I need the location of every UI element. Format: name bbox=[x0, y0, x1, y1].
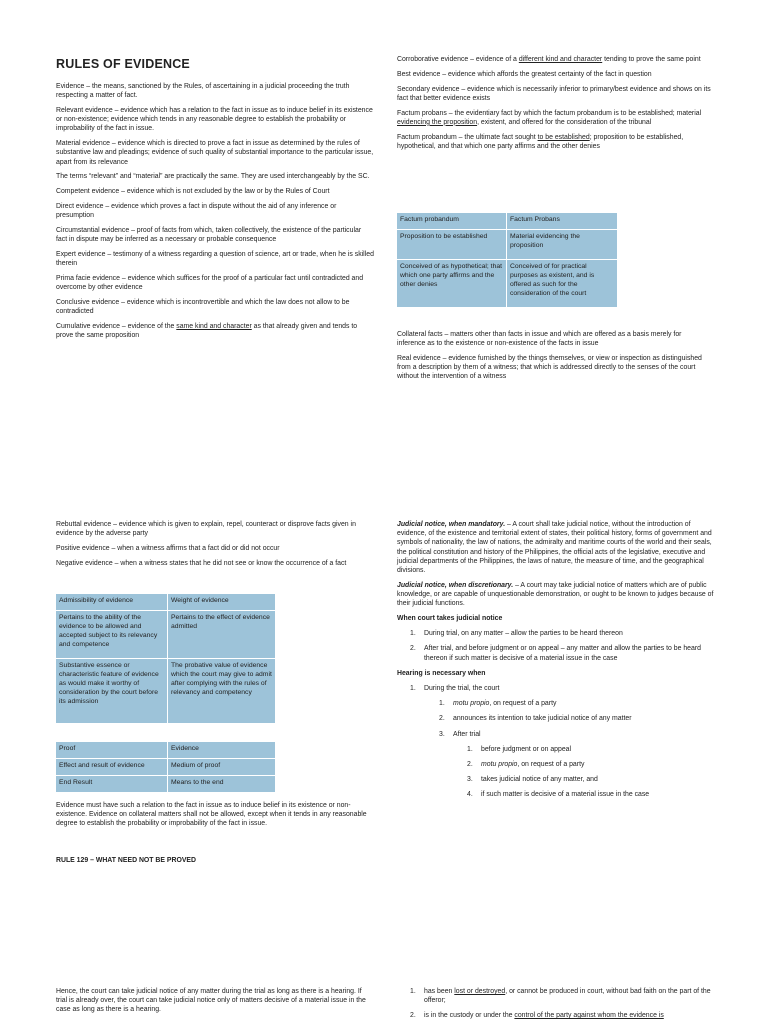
table-cell: Conceived of for practical purposes as existent, and is offered as such for the consideration of the court bbox=[507, 260, 618, 308]
list-item: 1. motu propio, on request of a party bbox=[439, 700, 557, 708]
paragraph-negative: Negative evidence – when a witness states that he did not see or know the occurrence of a fact bbox=[56, 559, 347, 567]
table-cell: Pertains to the effect of evidence admitted bbox=[168, 611, 276, 659]
top-left-column bbox=[56, 82, 374, 346]
table-cell: End Result bbox=[56, 776, 168, 793]
list-item: 1. During trial, on any matter – allow the parties to be heard thereon bbox=[410, 630, 623, 638]
paragraph-evidence-relation: Evidence must have such a relation to the fact in issue as to induce belief in its existence or non-existence. Evidence on collateral matters shall not be allowed, except when it tends in any reasonable degree to establish the probability or improbability of the fact in issue. bbox=[56, 802, 367, 828]
list-item: 1. has been lost or destroyed, or cannot be produced in court, without bad faith on the part of the offeror; bbox=[410, 988, 711, 1005]
table-cell: The probative value of evidence which the court may give to admit after complying with the rules of relevancy and competency bbox=[168, 659, 276, 724]
paragraph-collateral: Collateral facts – matters other than facts in issue and which are offered as a basis merely for inference as to the existence or non-existence of the facts in issue bbox=[397, 331, 682, 348]
paragraph-rebuttal: Rebuttal evidence – evidence which is given to explain, repel, counteract or disprove facts given in evidence by the adverse party bbox=[56, 521, 356, 538]
list-item: 4. if such matter is decisive of a material issue in the case bbox=[467, 791, 650, 799]
page-title: RULES OF EVIDENCE bbox=[56, 57, 190, 71]
paragraph-circumstantial: Circumstantial evidence – proof of facts from which, taken collectively, the existence of the particular fact in dispute may be inferred as a necessary or probable consequence bbox=[56, 227, 362, 244]
hearing-heading: Hearing is necessary when bbox=[397, 669, 486, 677]
paragraph-terms: The terms “relevant” and “material” are practically the same. They are used interchangeably by the SC. bbox=[56, 173, 370, 181]
table-row bbox=[397, 260, 618, 308]
section-heading: Judicial notice, when mandatory. bbox=[397, 521, 506, 528]
list-item: 2. motu propio, on request of a party bbox=[467, 761, 585, 769]
paragraph-positive: Positive evidence – when a witness affirms that a fact did or did not occur bbox=[56, 545, 280, 552]
table-cell: Medium of proof bbox=[168, 759, 276, 776]
table-row bbox=[56, 776, 276, 793]
underlined-text: same kind and character bbox=[176, 323, 252, 330]
table-cell: Material evidencing the proposition bbox=[507, 230, 618, 260]
section-heading: Judicial notice, when discretionary. bbox=[397, 581, 514, 589]
table-cell: Means to the end bbox=[168, 776, 276, 793]
list-item: 3. After trial bbox=[439, 730, 481, 738]
paragraph-corroborative: Corroborative evidence – evidence of a different kind and character tending to prove the same point bbox=[397, 56, 701, 63]
table-row bbox=[56, 742, 276, 759]
hearing-list bbox=[410, 684, 715, 693]
table-row bbox=[56, 611, 276, 659]
table-row bbox=[397, 213, 618, 230]
paragraph-factum-probans: Factum probans – the evidentiary fact by which the factum probandum is to be established; material evidencing the proposition, existent, and offered for the consideration of the tribunal bbox=[397, 109, 702, 126]
table-cell: Proof bbox=[56, 742, 168, 759]
list-item: 2. is in the custody or under the control of the party against whom the evidence is bbox=[410, 1012, 664, 1020]
paragraph-judicial-notice-discretionary: Judicial notice, when discretionary. – A court may take judicial notice of matters which are of public knowledge, or are capable of unquestionable demonstration, or ought to be known to judges because of their judicial functions. bbox=[397, 581, 714, 608]
table-cell: Admissibility of evidence bbox=[56, 594, 168, 611]
paragraph-conclusive: Conclusive evidence – evidence which is incontrovertible and which the law does not allow to be contradicted bbox=[56, 299, 350, 316]
paragraph-cumulative: Cumulative evidence – evidence of the same kind and character as that already given and tends to prove the same proposition bbox=[56, 323, 358, 340]
paragraph-expert: Expert evidence – testimony of a witness regarding a question of science, art or trade, when he is skilled therein bbox=[56, 251, 374, 268]
table-cell: Substantive essence or characteristic feature of evidence as would make it worthy of consideration by the court before its admission bbox=[56, 659, 168, 724]
list-item: 1. before judgment or on appeal bbox=[467, 745, 572, 753]
proof-table bbox=[55, 741, 276, 793]
top-right-column bbox=[397, 55, 711, 157]
table-row bbox=[56, 594, 276, 611]
underlined-text: to be established bbox=[537, 133, 590, 141]
paragraph-direct: Direct evidence – evidence which proves a fact in dispute without the aid of any inference or presumption bbox=[56, 203, 337, 220]
underlined-text: lost or destroyed bbox=[454, 988, 506, 995]
paragraph-material: Material evidence – evidence which is directed to prove a fact in issue as determined by the rules of substantive law and pleadings; evidence of such quality of substantial importance to the particular issue, apart from its relevance bbox=[56, 140, 374, 166]
table-cell: Factum Probans bbox=[507, 213, 618, 230]
mid-right-column bbox=[397, 520, 715, 806]
top-right-lower-column bbox=[397, 330, 711, 387]
admissibility-table bbox=[55, 593, 276, 724]
paragraph-hence: Hence, the court can take judicial notice of any matter during the trial as long as there is a hearing. If trial is already over, the court can take judicial notice only of matters decisive of a material issue in the case as long as there is a hearing. bbox=[56, 988, 366, 1014]
underlined-text: evidencing the proposition bbox=[397, 118, 478, 126]
paragraph-evidence: Evidence – the means, sanctioned by the Rules, of ascertaining in a judicial proceeding the truth respecting a matter of fact. bbox=[56, 83, 350, 100]
table-cell: Conceived of as hypothetical; that which one party affirms and the other denies bbox=[397, 260, 507, 308]
when-court-heading: When court takes judicial notice bbox=[397, 615, 503, 623]
hearing-sublist bbox=[439, 699, 715, 739]
table-cell: Pertains to the ability of the evidence to be allowed and accepted subject to its relevancy and competence bbox=[56, 611, 168, 659]
list-item: 1. During the trial, the court bbox=[410, 685, 500, 693]
paragraph-judicial-notice-mandatory: Judicial notice, when mandatory. – A court shall take judicial notice, without the introduction of evidence, of the existence and territorial extent of states, their political history, forms of government and symbols of nationality, the law of nations, the admiralty and maritime courts of the world and their seals, the political constitution and history of the Philippines, the official acts of the legislative, executive and judicial departments of the Philippines, the laws of nature, the measure of time, and the geographical divisions. bbox=[397, 521, 712, 575]
paragraph-best: Best evidence – evidence which affords the greatest certainty of the fact in question bbox=[397, 70, 652, 78]
bottom-left-column bbox=[56, 987, 372, 1020]
mid-left-lower-column bbox=[56, 801, 372, 834]
table-row bbox=[56, 659, 276, 724]
paragraph-real: Real evidence – evidence furnished by the things themselves, or view or inspection as distinguished from a description by them of a witness; that which is addressed directly to the senses of the court without the intervention of a witness bbox=[397, 355, 702, 381]
table-cell: Proposition to be established bbox=[397, 230, 507, 260]
paragraph-secondary: Secondary evidence – evidence which is necessarily inferior to primary/best evidence and shows on its fact that better evidence exists bbox=[397, 85, 711, 102]
rule-heading: RULE 129 – WHAT NEED NOT BE PROVED bbox=[56, 857, 197, 864]
table-row bbox=[56, 759, 276, 776]
list-item: 2. announces its intention to take judicial notice of any matter bbox=[439, 715, 632, 723]
mid-left-column bbox=[56, 520, 372, 574]
table-cell: Effect and result of evidence bbox=[56, 759, 168, 776]
underlined-text: different kind and character bbox=[518, 56, 603, 63]
paragraph-factum-probandum: Factum probandum – the ultimate fact sought to be established; proposition to be established, hypothetical, and that which one party affirms and the other denies bbox=[397, 133, 684, 150]
hearing-subsublist bbox=[467, 745, 715, 800]
list-item: 2. After trial, and before judgment or on appeal – any matter and allow the parties to be heard thereon if such matter is decisive of a material issue in the case bbox=[410, 645, 701, 662]
bottom-list bbox=[410, 987, 715, 1021]
paragraph-prima-facie: Prima facie evidence – evidence which suffices for the proof of a particular fact until contradicted and overcome by other evidence bbox=[56, 275, 364, 292]
underlined-text: control of the party against whom the evidence is bbox=[514, 1012, 664, 1020]
paragraph-competent: Competent evidence – evidence which is not excluded by the law or by the Rules of Court bbox=[56, 188, 330, 196]
paragraph-relevant: Relevant evidence – evidence which has a relation to the fact in issue as to induce belief in its existence or non-existence; evidence which tends in any reasonable degree to establish the probability or improbability of the fact in issue. bbox=[56, 107, 373, 133]
bottom-right-column bbox=[397, 987, 715, 1027]
table-cell: Weight of evidence bbox=[168, 594, 276, 611]
factum-table bbox=[396, 212, 618, 308]
when-court-list bbox=[410, 629, 715, 663]
table-cell: Evidence bbox=[168, 742, 276, 759]
list-item: 3. takes judicial notice of any matter, and bbox=[467, 776, 598, 784]
table-row bbox=[397, 230, 618, 260]
table-cell: Factum probandum bbox=[397, 213, 507, 230]
